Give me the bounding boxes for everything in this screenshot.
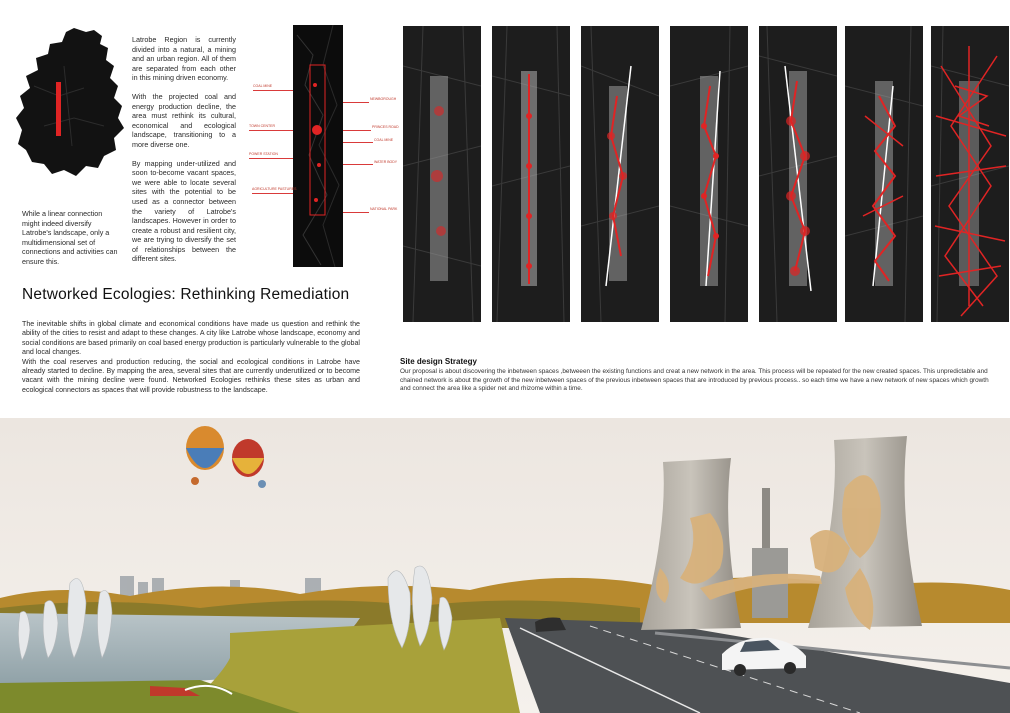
intro-paragraph: By mapping under-utilized and soon to-become vacant spaces, we were able to locate several sites with the potential to be used as a connector between the variety of Latrobe's landscapes. However in order to create a robust and resilient city, we are trying to diversify the set of relationships between the different sites.	[132, 158, 236, 264]
strategy-title: Site design Strategy	[400, 357, 477, 366]
callout-label: AGRICULTURE PASTURES	[252, 187, 297, 191]
site-node	[317, 163, 321, 167]
region-silhouette	[16, 28, 124, 176]
callout-line	[343, 102, 369, 103]
region-map	[14, 26, 126, 178]
callout-label: COAL MINE	[253, 84, 273, 88]
callout-line	[343, 130, 371, 131]
callout-label: COAL MINE	[374, 138, 394, 142]
strategy-panel-3	[581, 26, 659, 322]
callout-line	[343, 164, 373, 165]
callout-label: WATER BODY	[374, 160, 398, 164]
callout-label: POWER STATION	[249, 152, 278, 156]
callout-line	[253, 90, 293, 91]
callout-label: NEWBOROUGH	[370, 97, 397, 101]
intro-paragraph: Latrobe Region is currently divided into a natural, a mining and an urban region. All of them are separated from each other in this mining driven economy.	[132, 35, 236, 83]
intro-text-column	[132, 35, 236, 273]
site-node	[314, 198, 318, 202]
callout-line	[249, 158, 293, 159]
corridor-strip-map	[293, 25, 343, 267]
callout-line	[343, 142, 373, 143]
callout-label: PRINCES ROAD	[372, 125, 399, 129]
callout-label: NATIONAL PARK	[370, 207, 398, 211]
strategy-panel-2	[492, 26, 570, 322]
site-node	[313, 83, 317, 87]
strategy-panel-4	[670, 26, 748, 322]
strategy-panel-6	[845, 26, 923, 322]
callout-line	[252, 193, 293, 194]
page-title: Networked Ecologies: Rethinking Remediation	[22, 286, 350, 303]
strategy-panel-5	[759, 26, 837, 322]
strategy-body-text: Our proposal is about discovering the inbetween spaces ,betweeen the existing functions and creat a new network in the area. This process will be repeated for the new created spaces. This unpredictable and chained network is about the growth of the new inbetween spaces of the previous inbetween spaces that are introduced by previous process.. so each time we have a new network of new spaces which growth and connect the area like a spider net and rhizome within a time.	[400, 368, 989, 393]
linear-connection-note: While a linear connection might indeed diversify Latrobe's landscape, only a multidimensional set of connections and activities can ensure this.	[22, 209, 118, 266]
main-body-text	[22, 320, 360, 395]
strategy-panel-1	[403, 26, 481, 322]
callout-line	[249, 130, 293, 131]
main-paragraph: With the coal reserves and production reducing, the social and ecological conditions in Latrobe have already started to decline. By mapping the area, several sites that are currently underutilized or to become vacant with the mining decline were found. Networked Ecologies rethinks these sites as urban and ecological connectors as spaces that will provide robustness to the landscape.	[22, 357, 360, 394]
main-paragraph: The inevitable shifts in global climate and economical conditions have made us question and rethink the ability of the cities to resist and adapt to these changes. A city like Latrobe whose landscape, economy and social conditions are based primarily on coal based energy production is particularly vulnerable to the global and local changes.	[22, 320, 360, 357]
landscape-rendering	[0, 418, 1010, 713]
intro-paragraph: With the projected coal and energy production decline, the area must rethink its cultural, economical and ecological landscape, transitioning to a more diverse one.	[132, 91, 236, 149]
callout-line	[343, 212, 369, 213]
study-area-marker	[56, 82, 61, 136]
strategy-panel-7	[931, 26, 1009, 322]
callout-label: TOWN CENTER	[249, 124, 275, 128]
site-node	[312, 125, 322, 135]
